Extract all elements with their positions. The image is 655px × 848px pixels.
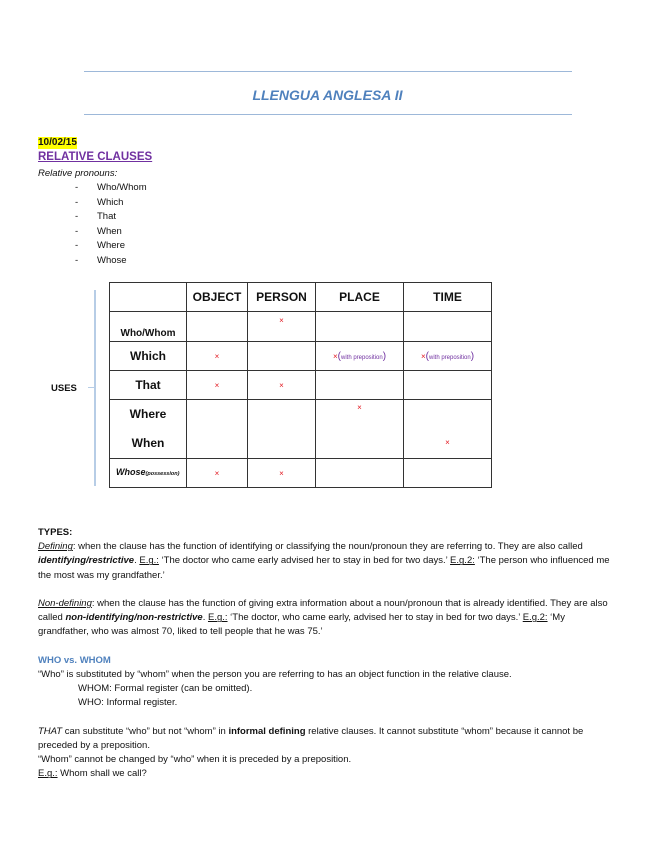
- list-item: - Where: [75, 240, 125, 251]
- mark: ×: [279, 316, 284, 325]
- table-cell: [187, 459, 248, 488]
- mark: ×: [214, 380, 220, 390]
- mark: ×: [357, 403, 362, 412]
- list-item: - Who/Whom: [75, 182, 147, 193]
- relative-pronoun-table: [109, 282, 492, 488]
- table-header: OBJECT: [187, 283, 248, 312]
- example-line: E.g.: Whom shall we call?: [38, 768, 147, 780]
- who-whom-line: “Who” is substituted by “whom” when the person you are referring to has an object function in the relative clause.: [38, 669, 512, 680]
- top-rule: [84, 71, 572, 72]
- table-row: [110, 342, 492, 371]
- table-header: PLACE: [316, 283, 404, 312]
- table-cell: [248, 400, 316, 459]
- table-row: [110, 400, 492, 459]
- row-label: Whose(possession): [110, 459, 187, 488]
- types-label: TYPES:: [38, 527, 73, 538]
- who-vs-whom-heading: WHO vs. WHOM: [38, 654, 111, 666]
- table-row: [110, 283, 492, 312]
- table-cell: [316, 400, 404, 459]
- table-cell: [248, 459, 316, 488]
- document-title: LLENGUA ANGLESA II: [252, 87, 403, 103]
- table-cell: [248, 371, 316, 400]
- table-row: [110, 371, 492, 400]
- with-preposition-note: with preposition: [428, 354, 471, 361]
- list-item: - Whose: [75, 254, 127, 266]
- table-row: [110, 312, 492, 342]
- table-cell: [187, 342, 248, 371]
- table-cell: ×(with preposition): [404, 342, 492, 371]
- pronoun-list: [75, 181, 147, 268]
- types-section: [38, 526, 616, 782]
- table-cell: [248, 312, 316, 342]
- table-cell: [187, 312, 248, 342]
- mark: ×: [214, 351, 220, 361]
- mark: ×: [214, 468, 220, 478]
- mark: ×: [279, 380, 284, 390]
- uses-label: USES: [51, 383, 77, 394]
- table-row: [110, 459, 492, 488]
- row-label: That: [110, 371, 187, 400]
- whom-preposition-line: “Whom” cannot be changed by “who” when it is preceded by a preposition.: [38, 754, 352, 766]
- uses-bracket: [94, 290, 100, 486]
- bottom-rule: [84, 114, 572, 115]
- table-cell: [316, 371, 404, 400]
- table-cell: [248, 342, 316, 371]
- who-register-line: WHO: Informal register.: [78, 697, 178, 709]
- list-item: - That: [75, 211, 117, 222]
- list-item: - When: [75, 225, 122, 237]
- uses-bracket-tick: [88, 387, 94, 388]
- table-cell: [404, 312, 492, 342]
- table-cell: [404, 459, 492, 488]
- row-label: Who/Whom: [110, 312, 187, 342]
- table-header: TIME: [404, 283, 492, 312]
- table-header: PERSON: [248, 283, 316, 312]
- table-cell: [404, 371, 492, 400]
- table-cell: ×(with preposition): [316, 342, 404, 371]
- table-cell: [316, 312, 404, 342]
- row-label: Which: [110, 342, 187, 371]
- row-label: Where When: [110, 400, 187, 459]
- list-item: - Which: [75, 196, 124, 208]
- with-preposition-note: with preposition: [340, 354, 383, 361]
- mark: ×: [445, 438, 450, 447]
- section-heading: RELATIVE CLAUSES: [38, 151, 153, 163]
- whom-register-line: WHOM: Formal register (can be omitted).: [78, 683, 253, 695]
- date-highlight: 10/02/15: [38, 137, 77, 148]
- non-defining-paragraph: Non-defining: when the clause has the function of giving extra information about a noun/pronoun that is already identified. They are also called non-identifying/non-restrictive. E.g.: ‘The doctor, who came early, advised her to stay in bed for two days.’ E.g.2: ‘My grandfather, who was almost 70, liked to tell people that he was 75.’: [38, 598, 608, 638]
- table-cell: [316, 459, 404, 488]
- defining-paragraph: Defining: when the clause has the function of identifying or classifying the noun/pronoun they are referring to. They are also called identifying/restrictive. E.g.: ‘The doctor who came early advised her to stay in bed for two days.’ E.g.2: ‘The person who influenced me the most was my grandfather.’: [38, 541, 610, 581]
- that-paragraph: THAT can substitute “who” but not “whom” in informal defining relative clauses. It cannot substitute “whom” because it cannot be preceded by a preposition.: [38, 725, 584, 751]
- table-cell: [404, 400, 492, 459]
- table-header-empty: [110, 283, 187, 312]
- relative-pronouns-label: Relative pronouns:: [38, 168, 118, 179]
- table-cell: [187, 400, 248, 459]
- mark: ×: [279, 468, 284, 478]
- table-cell: [187, 371, 248, 400]
